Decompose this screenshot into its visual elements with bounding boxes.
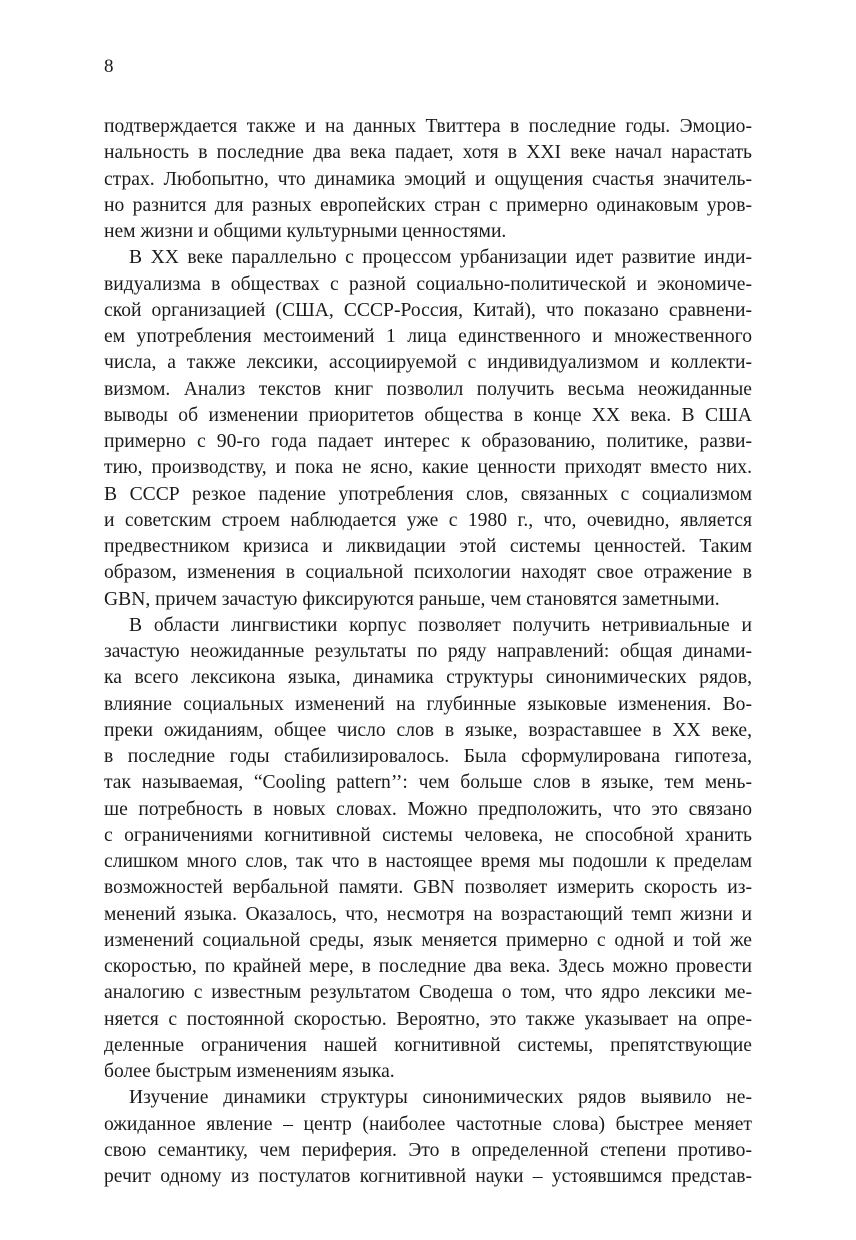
text-line: В СССР резкое падение употребления слов, связанных с социализмом <box>104 483 752 505</box>
text-line: В области лингвистики корпус позволяет получить нетривиальные и <box>129 614 752 636</box>
text-line: выводы об изменении приоритетов общества в конце XX века. В США <box>104 404 752 426</box>
text-line: визмом. Анализ текстов книг позволил получить весьма неожиданные <box>104 378 752 400</box>
paragraph <box>104 613 752 1086</box>
text-line: в последние годы стабилизировалось. Была сформулирована гипотеза, <box>104 746 752 767</box>
text-line: влияние социальных изменений на глубинные языковые изменения. Во- <box>104 693 752 715</box>
text-line: деленные ограничения нашей когнитивной системы, препятствующие <box>104 1034 752 1056</box>
text-line: аналогию с известным результатом Сводеша о том, что ядро лексики ме- <box>104 982 752 1004</box>
paragraph <box>104 245 752 613</box>
text-line: нем жизни и общими культурными ценностями. <box>104 221 507 242</box>
paragraph <box>104 114 752 245</box>
text-line: ожиданное явление – центр (наиболее частотные слова) быстрее меняет <box>104 1113 752 1135</box>
text-line: числа, а также лексики, ассоциируемой с индивидуализмом и коллекти- <box>104 352 752 374</box>
text-line: но разнится для разных европейских стран с примерно одинаковым уров- <box>104 194 752 216</box>
text-line: возможностей вербальной памяти. GBN позволяет измерить скорость из- <box>104 877 752 899</box>
text-line: ка всего лексикона языка, динамика структуры синонимических рядов, <box>104 667 752 689</box>
text-line: предвестником кризиса и ликвидации этой системы ценностей. Таким <box>104 536 752 557</box>
text-line: GBN, причем зачастую фиксируются раньше, чем становятся заметными. <box>104 588 720 610</box>
text-line: менений языка. Оказалось, что, несмотря на возрастающий темп жизни и <box>104 903 752 925</box>
text-line: образом, изменения в социальной психологии находят свое отражение в <box>104 562 752 584</box>
text-line: няется с постоянной скоростью. Вероятно, это также указывает на опре- <box>104 1008 752 1030</box>
text-line: подтверждается также и на данных Твиттера в последние годы. Эмоцио- <box>104 116 752 137</box>
text-line: зачастую неожиданные результаты по ряду направлений: общая динами- <box>104 641 752 662</box>
text-line: и советским строем наблюдается уже с 1980 г., что, очевидно, является <box>104 509 752 531</box>
text-line: с ограничениями когнитивной системы человека, не способной хранить <box>104 824 752 846</box>
text-line: В XX веке параллельно с процессом урбанизации идет развитие инди- <box>129 247 752 269</box>
text-line: ше потребность в новых словах. Можно предположить, что это связано <box>104 798 752 820</box>
text-line: ской организацией (США, СССР-Россия, Китай), что показано сравнени- <box>104 299 752 321</box>
text-line: преки ожиданиям, общее число слов в языке, возраставшее в XX веке, <box>104 719 752 741</box>
text-line: речит одному из постулатов когнитивной науки – устоявшимся представ- <box>104 1166 752 1187</box>
text-line: ем употребления местоимений 1 лица единственного и множественного <box>104 326 752 347</box>
page-number: 8 <box>104 56 114 77</box>
text-line: страх. Любопытно, что динамика эмоций и ощущения счастья значитель- <box>104 168 752 190</box>
text-line: так называемая, “Cooling pattern’’: чем больше слов в языке, тем мень- <box>104 772 752 794</box>
text-line: Изучение динамики структуры синонимических рядов выявило не- <box>129 1087 752 1109</box>
text-line: примерно с 90-го года падает интерес к образованию, политике, разви- <box>104 431 752 452</box>
text-line: более быстрым изменениям языка. <box>104 1061 395 1082</box>
body-text <box>104 114 752 1190</box>
text-line: нальность в последние два века падает, хотя в XXI веке начал нарастать <box>104 142 752 164</box>
text-line: свою семантику, чем периферия. Это в определенной степени противо- <box>104 1139 752 1161</box>
text-line: скоростью, по крайней мере, в последние два века. Здесь можно провести <box>104 956 752 977</box>
text-line: слишком много слов, так что в настоящее время мы подошли к пределам <box>104 851 752 872</box>
text-line: видуализма в обществах с разной социально-политической и экономиче- <box>104 273 752 295</box>
paragraph <box>104 1085 752 1190</box>
text-line: изменений социальной среды, язык меняется примерно с одной и той же <box>104 929 752 951</box>
text-line: тию, производству, и пока не ясно, какие ценности приходят вместо них. <box>104 457 752 479</box>
